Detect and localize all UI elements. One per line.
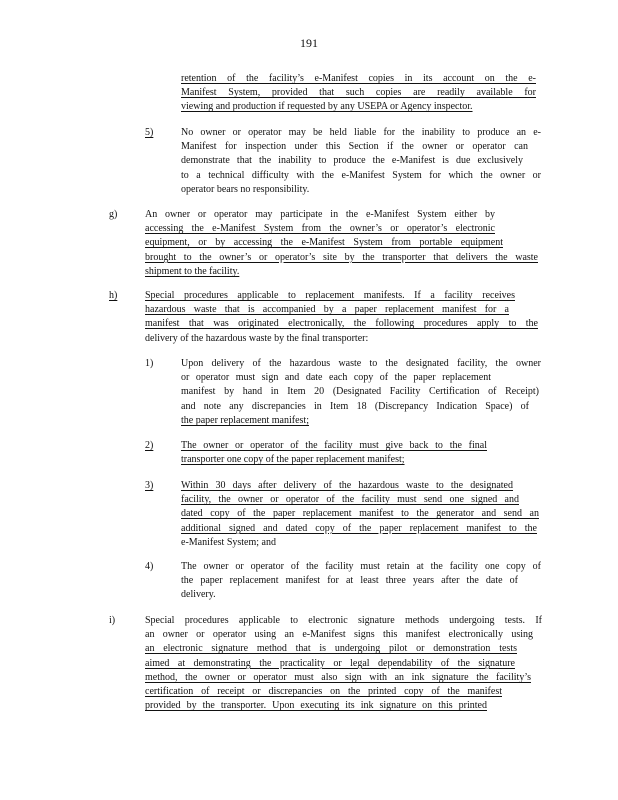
item-label: g)	[109, 209, 118, 220]
item-label: 4)	[145, 561, 154, 572]
text-line: provided by the transporter. Upon executing its ink signature on this printed	[145, 700, 487, 712]
text-line: delivery.	[181, 589, 216, 601]
paragraph-item-h3	[181, 479, 539, 550]
text-line: Special procedures applicable to electronic signature methods undergoing tests. If	[145, 615, 542, 626]
text-line: An owner or operator may participate in the e-Manifest System either by	[145, 209, 495, 220]
item-label: i)	[109, 615, 116, 626]
text-line: The owner or operator of the facility must retain at the facility one copy of	[181, 561, 541, 572]
text-line: the paper replacement manifest;	[181, 414, 309, 426]
text-line: e-Manifest System; and	[181, 536, 276, 548]
text-line: to a technical difficulty with the e-Manifest System for which the owner or	[181, 169, 541, 181]
item-label: 1)	[145, 358, 154, 369]
text-line: manifest by hand in Item 20 (Designated Facility Certification of Receipt)	[181, 386, 539, 398]
text-line: viewing and production if requested by any USEPA or Agency inspector.	[181, 101, 473, 113]
text-line: transporter one copy of the paper replacement manifest;	[181, 454, 405, 466]
page-number: 191	[300, 36, 318, 50]
continuation-paragraph	[181, 72, 536, 115]
text-line: an owner or operator using an e-Manifest signs this manifest electronically using	[145, 629, 533, 641]
text-line: shipment to the facility.	[145, 265, 240, 277]
text-line: Upon delivery of the hazardous waste to the designated facility, the owner	[181, 358, 541, 369]
text-line: facility, the owner or operator of the facility must send one signed and	[181, 494, 519, 506]
text-line: The owner or operator of the facility must give back to the final	[181, 440, 487, 451]
paragraph-item-h1	[181, 357, 541, 428]
paragraph-item-h	[145, 289, 538, 346]
paragraph-item-h4	[181, 560, 541, 603]
paragraph-item-h2	[181, 439, 487, 467]
text-line: dated copy of the paper replacement manifest to the generator and send an	[181, 508, 539, 520]
text-line: Within 30 days after delivery of the hazardous waste to the designated	[181, 480, 513, 491]
text-line: hazardous waste that is accompanied by a paper replacement manifest for a	[145, 304, 509, 316]
text-line: Special procedures applicable to replacement manifests. If a facility receives	[145, 290, 515, 301]
paragraph-item-5	[181, 126, 541, 197]
text-line: certification of receipt or discrepancies on the printed copy of the manifest	[145, 686, 502, 698]
item-label: h)	[109, 290, 118, 301]
paragraph-item-g	[145, 208, 538, 279]
text-line: Manifest for inspection under this Section if the owner or operator can	[181, 141, 528, 153]
paragraph-item-i	[145, 614, 542, 713]
item-label: 5)	[145, 127, 154, 138]
text-line: operator bears no responsibility.	[181, 183, 310, 195]
text-line: Manifest System, provided that such copies are readily available for	[181, 87, 536, 99]
item-label: 3)	[145, 480, 154, 491]
text-line: manifest that was originated electronically, the following procedures apply to the	[145, 318, 538, 330]
item-label: 2)	[145, 440, 154, 451]
text-line: or operator must sign and date each copy of the paper replacement	[181, 372, 491, 384]
text-line: additional signed and dated copy of the paper replacement manifest to the	[181, 522, 537, 534]
text-line: the paper replacement manifest for at least three years after the date of	[181, 575, 518, 587]
text-line: method, the owner or operator must also sign with an ink signature the facility’s	[145, 671, 531, 683]
text-line: and note any discrepancies in Item 18 (Discrepancy Indication Space) of	[181, 400, 529, 412]
text-line: equipment, or by accessing the e-Manifest System from portable equipment	[145, 237, 503, 249]
text-line: No owner or operator may be held liable for the inability to produce an e-	[181, 127, 541, 138]
text-line: demonstrate that the inability to produce the e-Manifest is due exclusively	[181, 155, 523, 167]
text-line: delivery of the hazardous waste by the final transporter:	[145, 332, 369, 344]
text-line: aimed at demonstrating the practicality or legal dependability of the signature	[145, 657, 515, 669]
text-line: an electronic signature method that is undergoing pilot or demonstration tests	[145, 643, 517, 655]
text-line: accessing the e-Manifest System from the owner’s or operator’s electronic	[145, 223, 495, 235]
text-line: brought to the owner’s or operator’s site by the transporter that delivers the waste	[145, 251, 538, 263]
text-line: retention of the facility’s e-Manifest copies in its account on the e-	[181, 73, 536, 84]
